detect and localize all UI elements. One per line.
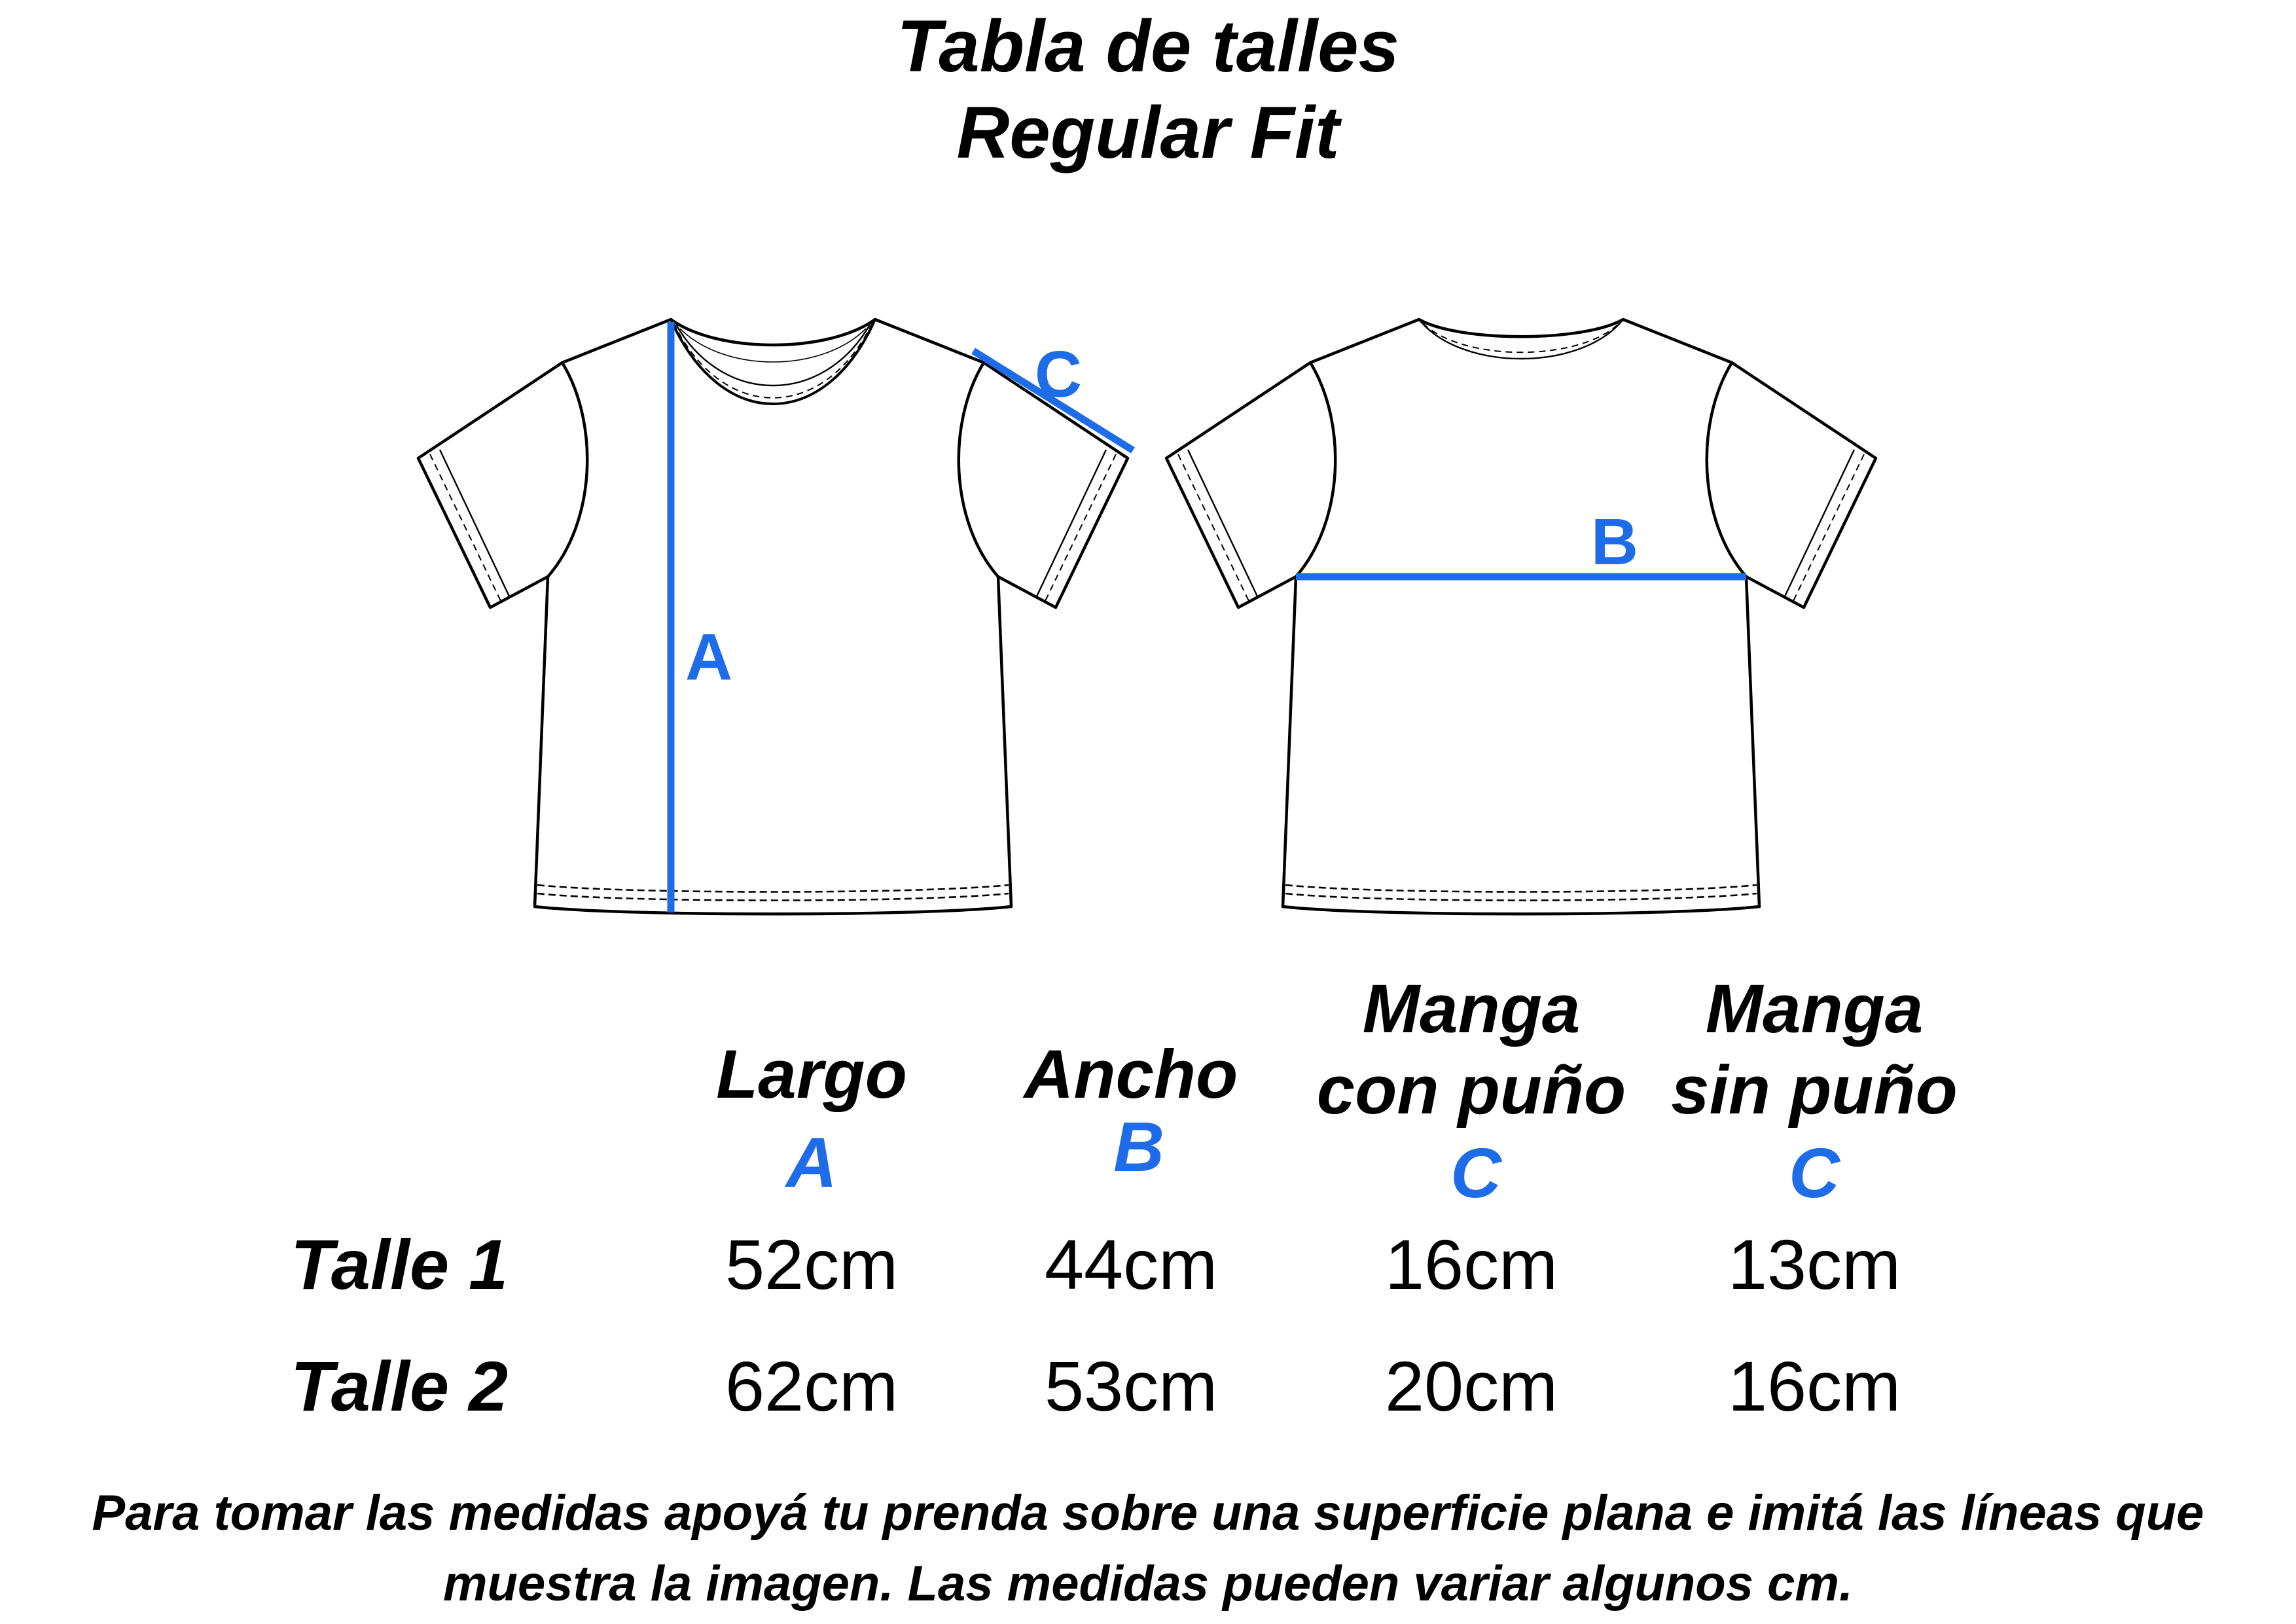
- talle2-manga-sin-value: 16cm: [1727, 1346, 1901, 1426]
- measurement-instructions-line1: Para tomar las medidas apoyá tu prenda sobre una superficie plana e imitá las líneas que: [92, 1485, 2204, 1541]
- measurement-instructions: [0, 1478, 2296, 1619]
- talle2-manga-con-value: 20cm: [1384, 1346, 1558, 1426]
- manga-sin-line2: sin puño: [1671, 1051, 1958, 1128]
- front-shirt-outline: [418, 319, 1128, 914]
- talle2-largo-value: 62cm: [725, 1346, 899, 1426]
- talle2-ancho-value: 53cm: [1044, 1346, 1218, 1426]
- talle1-manga-sin-value: 13cm: [1727, 1225, 1901, 1304]
- column-header-manga-con-puno: [1317, 969, 1626, 1131]
- column-header-manga-sin-puno: [1671, 969, 1957, 1131]
- measure-label-c: C: [1034, 338, 1083, 411]
- talle1-manga-con-value: 16cm: [1384, 1225, 1558, 1304]
- page-title-line1: Tabla de talles: [897, 5, 1399, 87]
- measure-label-a: A: [685, 621, 733, 694]
- tshirt-front-diagram: [401, 305, 1160, 944]
- page-title: [0, 3, 2296, 176]
- row-label-talle-1: Talle 1: [290, 1225, 509, 1304]
- column-letter-c1: C: [1450, 1133, 1501, 1212]
- talle1-ancho-value: 44cm: [1044, 1225, 1218, 1304]
- manga-sin-line1: Manga: [1705, 971, 1924, 1047]
- manga-con-line1: Manga: [1362, 971, 1581, 1047]
- tshirt-front-drawing: [401, 305, 1160, 944]
- column-header-ancho: Ancho: [1024, 1036, 1238, 1113]
- tshirt-back-diagram: [1149, 305, 1893, 944]
- column-letter-b: B: [1113, 1107, 1164, 1186]
- page-title-line2: Regular Fit: [956, 92, 1340, 174]
- measurement-instructions-line2: muestra la imagen. Las medidas pueden variar algunos cm.: [442, 1555, 1854, 1612]
- back-shirt-outline: [1166, 319, 1876, 914]
- talle1-largo-value: 52cm: [725, 1225, 899, 1304]
- measure-label-b: B: [1590, 505, 1639, 579]
- manga-con-line2: con puño: [1316, 1051, 1626, 1128]
- tshirt-back-drawing: [1149, 305, 1893, 944]
- column-header-largo: Largo: [716, 1036, 907, 1113]
- row-label-talle-2: Talle 2: [290, 1346, 509, 1426]
- column-letter-c2: C: [1789, 1133, 1840, 1212]
- column-letter-a: A: [786, 1123, 837, 1202]
